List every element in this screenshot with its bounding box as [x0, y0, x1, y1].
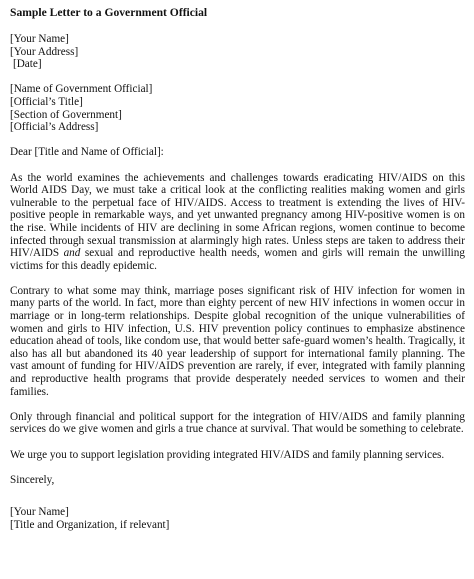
signature-block: [10, 506, 465, 531]
paragraph-1-emphasis: and: [63, 247, 81, 260]
paragraph-1: [10, 172, 465, 273]
sender-date: [Date]: [13, 58, 42, 71]
paragraph-2: Contrary to what some may think, marriage poses significant risk of HIV infection for women in many parts of the world. In fact, more than eighty percent of new HIV infections in women occur in marriage or in long-term relationships. Despite global recognition of the unique vulnerabilities of women and girls to HIV infection, U.S. HIV prevention policy continues to emphasize abstinence education ahead of tools, like condom use, that would better safe-guard women’s health. Tragically, it also has all but abandoned its 40 year leadership of support for international family planning. The vast amount of funding for HIV/AIDS prevention are rarely, if ever, integrated with family planning and reproductive health programs that provide desperately needed services to women and their families.: [10, 284, 465, 398]
salutation: Dear [Title and Name of Official]:: [10, 146, 164, 159]
paragraph-1-text-b: sexual and reproductive health needs, women and girls will remain the unwilling victims for this deadly epidemic.: [10, 247, 465, 272]
recipient-address: [Official’s Address]: [10, 121, 99, 134]
letter-page: [10, 6, 465, 532]
recipient-section: [Section of Government]: [10, 108, 122, 121]
signature-space: [10, 486, 465, 506]
sender-name: [Your Name]: [10, 33, 69, 45]
recipient-name: [Name of Government Official]: [10, 83, 153, 96]
letter-title: Sample Letter to a Government Official: [10, 6, 208, 19]
sender-block: [10, 33, 465, 71]
signature-name: [Your Name]: [10, 506, 69, 519]
paragraph-1-text-a: As the world examines the achievements and challenges towards eradicating HIV/AIDS on this World AIDS Day, we must take a critical look at the conflicting realities making women and girls vulnerable to the perpetual face of HIV/AIDS. Access to treatment is extending the lives of HIV-positive people in remarkable ways, and yet unwanted pregnancy among HIV-positive women is on the rise. While incidents of HIV are declining in some African regions, women continue to become infected through sexual transmission at alarmingly high rates. Unless steps are taken to address their HIV/AIDS: [10, 171, 465, 260]
closing: Sincerely,: [10, 473, 55, 486]
recipient-title: [Official’s Title]: [10, 95, 83, 108]
paragraph-3: Only through financial and political support for the integration of HIV/AIDS and family planning services do we give women and girls a true chance at survival. That would be something to celebrate.: [10, 410, 465, 436]
signature-title: [Title and Organization, if relevant]: [10, 518, 170, 531]
recipient-block: [10, 83, 465, 133]
sender-address: [Your Address]: [10, 45, 79, 58]
paragraph-4: We urge you to support legislation providing integrated HIV/AIDS and family planning services.: [10, 448, 445, 461]
